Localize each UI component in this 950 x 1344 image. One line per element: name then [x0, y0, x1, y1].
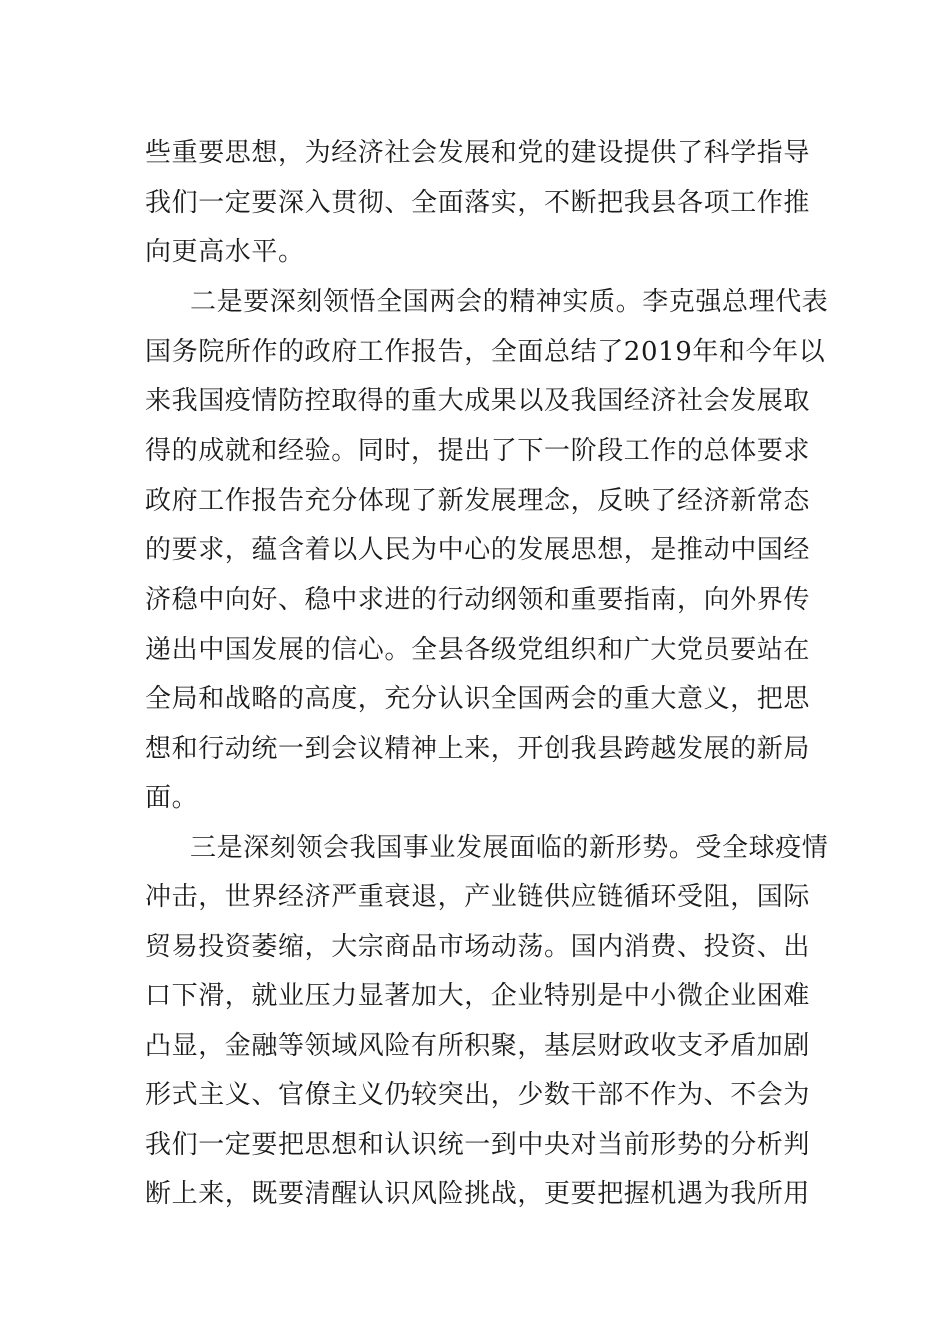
text-line: 向更高水平。	[145, 237, 305, 267]
text-line: 凸显，金融等领域风险有所积聚，基层财政收支矛盾加剧	[145, 1031, 811, 1061]
text-line: 贸易投资萎缩，大宗商品市场动荡。国内消费、投资、出	[145, 932, 811, 962]
text-line: 全局和战略的高度，充分认识全国两会的重大意义，把思	[145, 684, 811, 714]
text-line: 的要求，蕴含着以人民为中心的发展思想，是推动中国经	[145, 535, 811, 565]
text-line: 冲击，世界经济严重衰退，产业链供应链循环受阻，国际	[145, 882, 811, 912]
text-line: 递出中国发展的信心。全县各级党组织和广大党员要站在	[145, 635, 811, 665]
paragraph-first-line: 三是深刻领会我国事业发展面临的新形势。受全球疫情	[190, 833, 829, 863]
text-line: 我们一定要深入贯彻、全面落实，不断把我县各项工作推	[145, 188, 811, 218]
text-line: 国务院所作的政府工作报告，全面总结了2019年和今年以	[145, 337, 826, 367]
text-line: 口下滑，就业压力显著加大，企业特别是中小微企业困难	[145, 981, 811, 1011]
text-line: 济稳中向好、稳中求进的行动纲领和重要指南，向外界传	[145, 585, 811, 615]
text-line: 断上来，既要清醒认识风险挑战，更要把握机遇为我所用	[145, 1179, 811, 1209]
text-line: 形式主义、官僚主义仍较突出，少数干部不作为、不会为	[145, 1080, 811, 1110]
text-line: 政府工作报告充分体现了新发展理念，反映了经济新常态	[145, 486, 811, 516]
paragraph-first-line: 二是要深刻领悟全国两会的精神实质。李克强总理代表	[190, 287, 829, 317]
text-line: 些重要思想，为经济社会发展和党的建设提供了科学指导	[145, 138, 811, 168]
text-line: 得的成就和经验。同时，提出了下一阶段工作的总体要求	[145, 436, 811, 466]
text-line: 我们一定要把思想和认识统一到中央对当前形势的分析判	[145, 1130, 811, 1160]
text-line: 面。	[145, 783, 199, 813]
text-line: 来我国疫情防控取得的重大成果以及我国经济社会发展取	[145, 386, 811, 416]
text-line: 想和行动统一到会议精神上来，开创我县跨越发展的新局	[145, 734, 811, 764]
